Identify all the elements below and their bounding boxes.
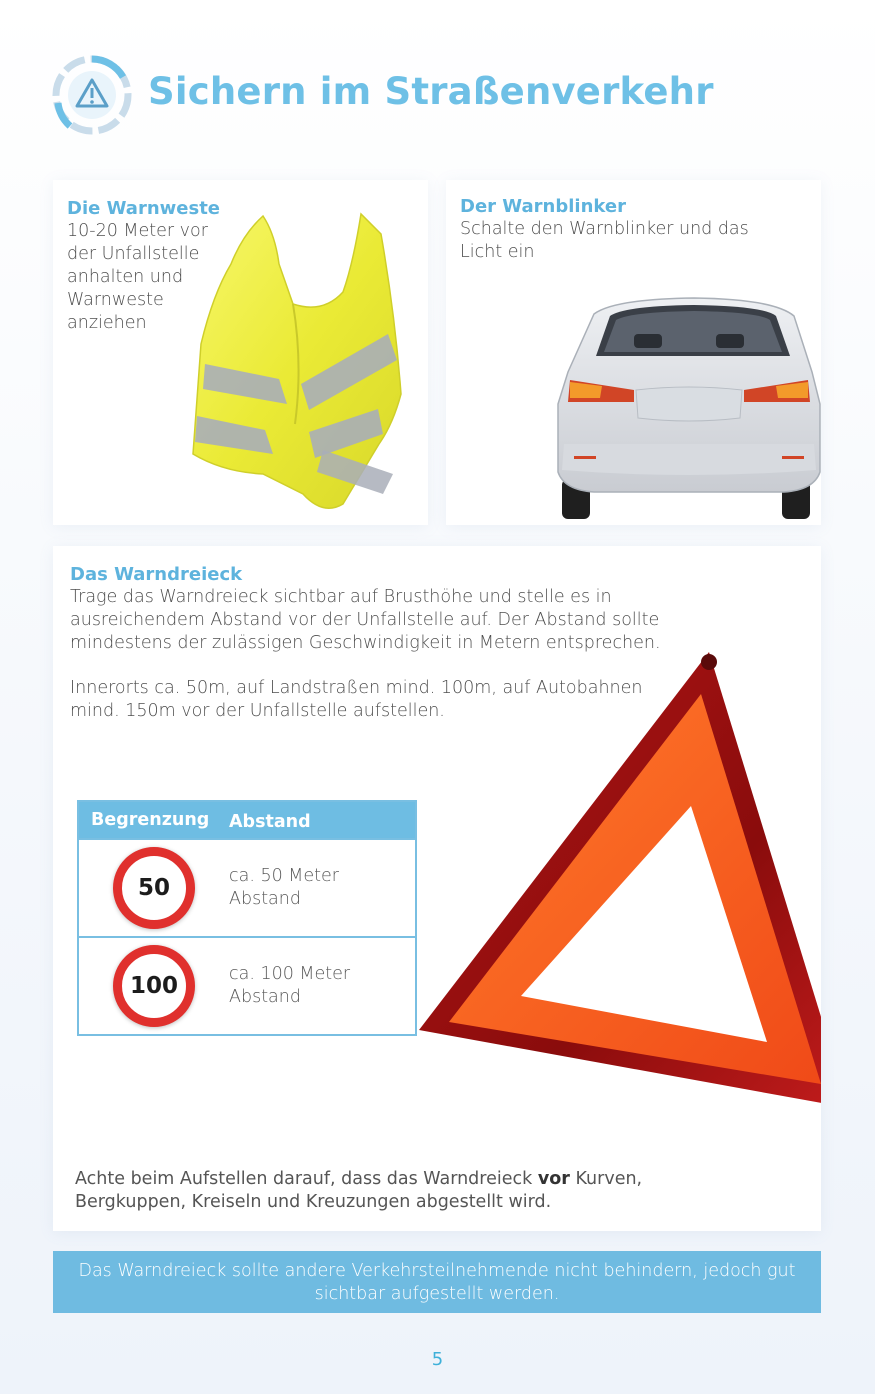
blinker-heading: Der Warnblinker <box>460 196 626 217</box>
vest-heading: Die Warnweste <box>67 198 220 219</box>
triangle-placement-note <box>75 1168 715 1214</box>
page-title: Sichern im Straßenverkehr <box>148 70 714 113</box>
blinker-card <box>446 180 821 525</box>
warning-triangle-image <box>411 644 821 1124</box>
table-row <box>79 838 415 936</box>
note-emphasis: vor <box>537 1169 570 1189</box>
speed-limit-value: 100 <box>129 973 178 999</box>
column-header-begrenzung: Begrenzung <box>91 810 210 830</box>
speed-distance-table <box>77 800 417 1036</box>
speed-limit-sign-icon <box>113 945 195 1027</box>
warning-triangle-card <box>53 546 821 1231</box>
column-header-abstand: Abstand <box>229 812 311 832</box>
note-text-start: Achte beim Aufstellen darauf, dass das Warndreieck <box>75 1169 538 1189</box>
speed-limit-value: 50 <box>137 875 170 901</box>
distance-text: ca. 50 Meter Abstand <box>229 866 339 909</box>
vest-text: 10-20 Meter vor der Unfallstelle anhalten und Warnweste anziehen <box>67 221 208 333</box>
warning-triangle-icon <box>50 53 134 137</box>
note-text-end: Kurven, Bergkuppen, Kreiseln und Kreuzungen abgestellt wird. <box>75 1169 643 1212</box>
triangle-paragraph-2: Innerorts ca. 50m, auf Landstraßen mind. 100m, auf Autobahnen mind. 150m vor der Unfallstelle aufstellen. <box>70 678 643 721</box>
vest-card <box>53 180 428 525</box>
speed-limit-sign-icon <box>113 847 195 929</box>
blinker-text: Schalte den Warnblinker und das Licht ein <box>460 219 749 262</box>
car-rear-image <box>554 294 821 525</box>
table-header <box>79 802 415 838</box>
triangle-paragraph-1: Trage das Warndreieck sichtbar auf Brusthöhe und stelle es in ausreichendem Abstand vor der Unfallstelle auf. Der Abstand sollte mindestens der zulässigen Geschwindigkeit in Metern entsprechen. <box>70 587 661 653</box>
triangle-heading: Das Warndreieck <box>70 564 243 585</box>
safety-vest-image <box>183 204 423 524</box>
distance-text: ca. 100 Meter Abstand <box>229 964 351 1007</box>
page-number: 5 <box>431 1349 444 1370</box>
footer-note-banner: Das Warndreieck sollte andere Verkehrsteilnehmende nicht behindern, jedoch gut sichtbar aufgestellt werden. <box>53 1251 821 1313</box>
table-row <box>79 936 415 1034</box>
